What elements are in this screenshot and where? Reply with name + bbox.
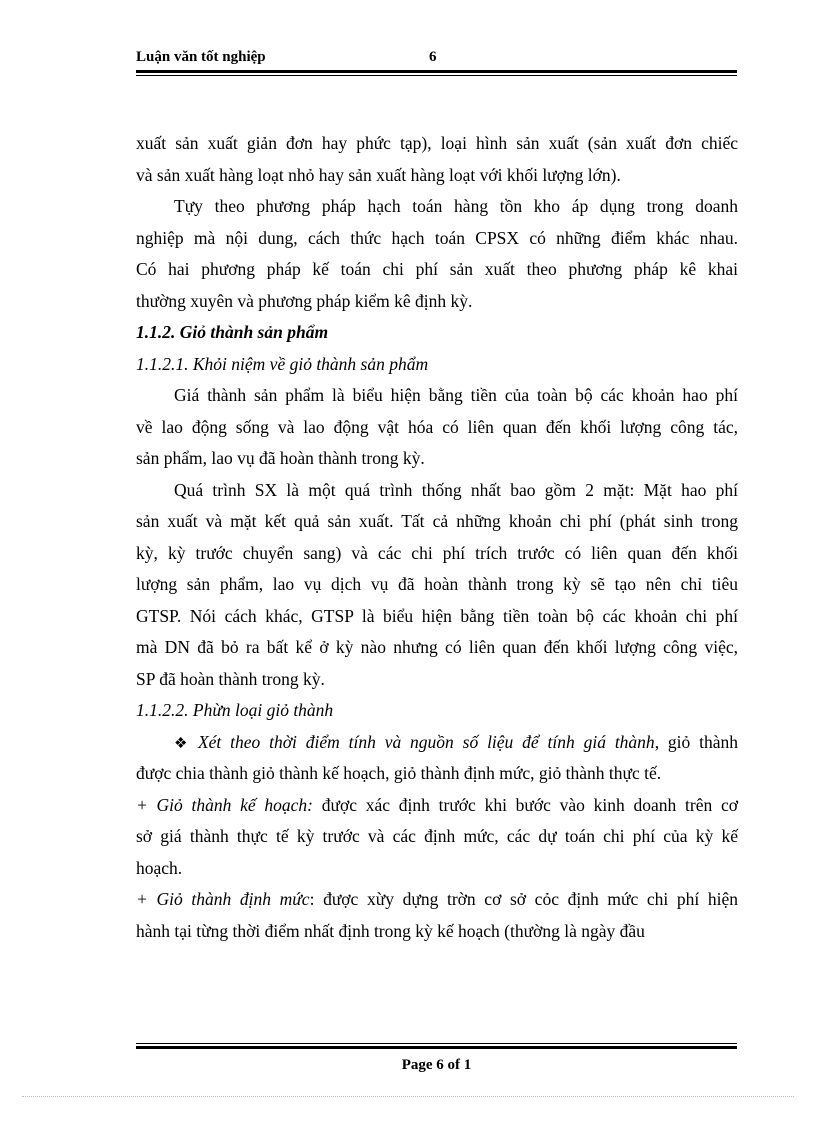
paragraph-line: xuất sản xuất giản đơn hay phức tạp), loại hình sản xuất (sản xuất đơn chiếc <box>136 133 738 153</box>
paragraph-line: sở giá thành thực tế kỳ trước và các định mức, các dự toán chi phí của kỳ kế <box>136 826 738 846</box>
paragraph-line: Giá thành sản phẩm là biểu hiện bằng tiền của toàn bộ các khoản hao phí <box>174 385 738 405</box>
paragraph-line: kỳ, kỳ trước chuyển sang) và các chi phí trích trước có liên quan đến khối <box>136 542 738 563</box>
header-title: Luận văn tốt nghiệp <box>136 49 266 65</box>
definition-text: được xác định trước khi bước vào kinh doanh trên cơ <box>313 794 738 815</box>
paragraph-line: lượng sản phẩm, lao vụ dịch vụ đã hoàn thành trong kỳ sẽ tạo nên chỉ tiêu <box>136 574 738 594</box>
bullet-line <box>136 727 738 759</box>
paragraph-line: GTSP. Nói cách khác, GTSP là biểu hiện bằng tiền toàn bộ các khoản chi phí <box>136 605 738 626</box>
bullet-text: , giỏ thành <box>654 731 739 752</box>
header-page-number: 6 <box>429 49 437 65</box>
definition-term: + Giỏ thành kế hoạch: <box>136 794 314 815</box>
paragraph-line: nghiệp mà nội dung, cách thức hạch toán CPSX có những điểm khác nhau. <box>136 227 738 248</box>
paragraph-line: Tựy theo phương pháp hạch toán hàng tồn kho áp dụng trong doanh <box>174 196 738 216</box>
header-rule-thin <box>136 75 737 76</box>
paragraph-line: sản phẩm, lao vụ đã hoàn thành trong kỳ. <box>136 448 425 468</box>
subsection-heading: 1.1.2.1. Khỏi niệm về giỏ thành sản phẩm <box>136 353 429 374</box>
paragraph-line: hành tại từng thời điểm nhất định trong kỳ kế hoạch (thường là ngày đầu <box>136 920 645 941</box>
definition-line <box>136 884 738 916</box>
paragraph-line: về lao động sống và lao động vật hóa có liên quan đến khối lượng công tác, <box>136 416 738 437</box>
footer-rule-thick <box>136 1046 737 1049</box>
definition-term: + Giỏ thành định mức <box>136 889 310 909</box>
document-body <box>136 128 738 947</box>
footer-rule-thin <box>136 1043 737 1044</box>
header-rule-thick <box>136 70 737 73</box>
paragraph-line: Quá trình SX là một quá trình thống nhất bao gồm 2 mặt: Mặt hao phí <box>174 479 738 500</box>
paragraph-line: được chia thành giỏ thành kế hoạch, giỏ thành định mức, giỏ thành thực tế. <box>136 763 662 783</box>
footer-page-label: Page 6 of 1 <box>401 1057 472 1073</box>
diamond-bullet-icon: ❖ <box>174 735 192 752</box>
paragraph-line: hoạch. <box>136 857 183 878</box>
subsection-heading: 1.1.2.2. Phừn loại giỏ thành <box>136 700 334 720</box>
paragraph-line: Có hai phương pháp kế toán chi phí sản xuất theo phương pháp kê khai <box>136 259 738 279</box>
bullet-italic-text: Xét theo thời điểm tính và nguồn số liệu để tính giá thành <box>197 731 655 752</box>
paragraph-line: mà DN đã bỏ ra bất kể ở kỳ nào nhưng có liên quan đến khối lượng công việc, <box>136 637 738 657</box>
page-bottom-divider <box>22 1096 794 1097</box>
paragraph-line: SP đã hoàn thành trong kỳ. <box>136 668 325 689</box>
section-heading: 1.1.2. Giỏ thành sản phẩm <box>136 322 329 342</box>
definition-text: : được xừy dựng trờn cơ sở cỏc định mức chi phí hiện <box>309 889 739 909</box>
definition-line <box>136 790 738 822</box>
page-header <box>136 49 736 69</box>
paragraph-line: sản xuất và mặt kết quả sản xuất. Tất cả những khoản chi phí (phát sinh trong <box>136 511 738 531</box>
paragraph-line: thường xuyên và phương pháp kiểm kê định kỳ. <box>136 290 473 311</box>
paragraph-line: và sản xuất hàng loạt nhỏ hay sản xuất hàng loạt với khối lượng lớn). <box>136 164 621 185</box>
